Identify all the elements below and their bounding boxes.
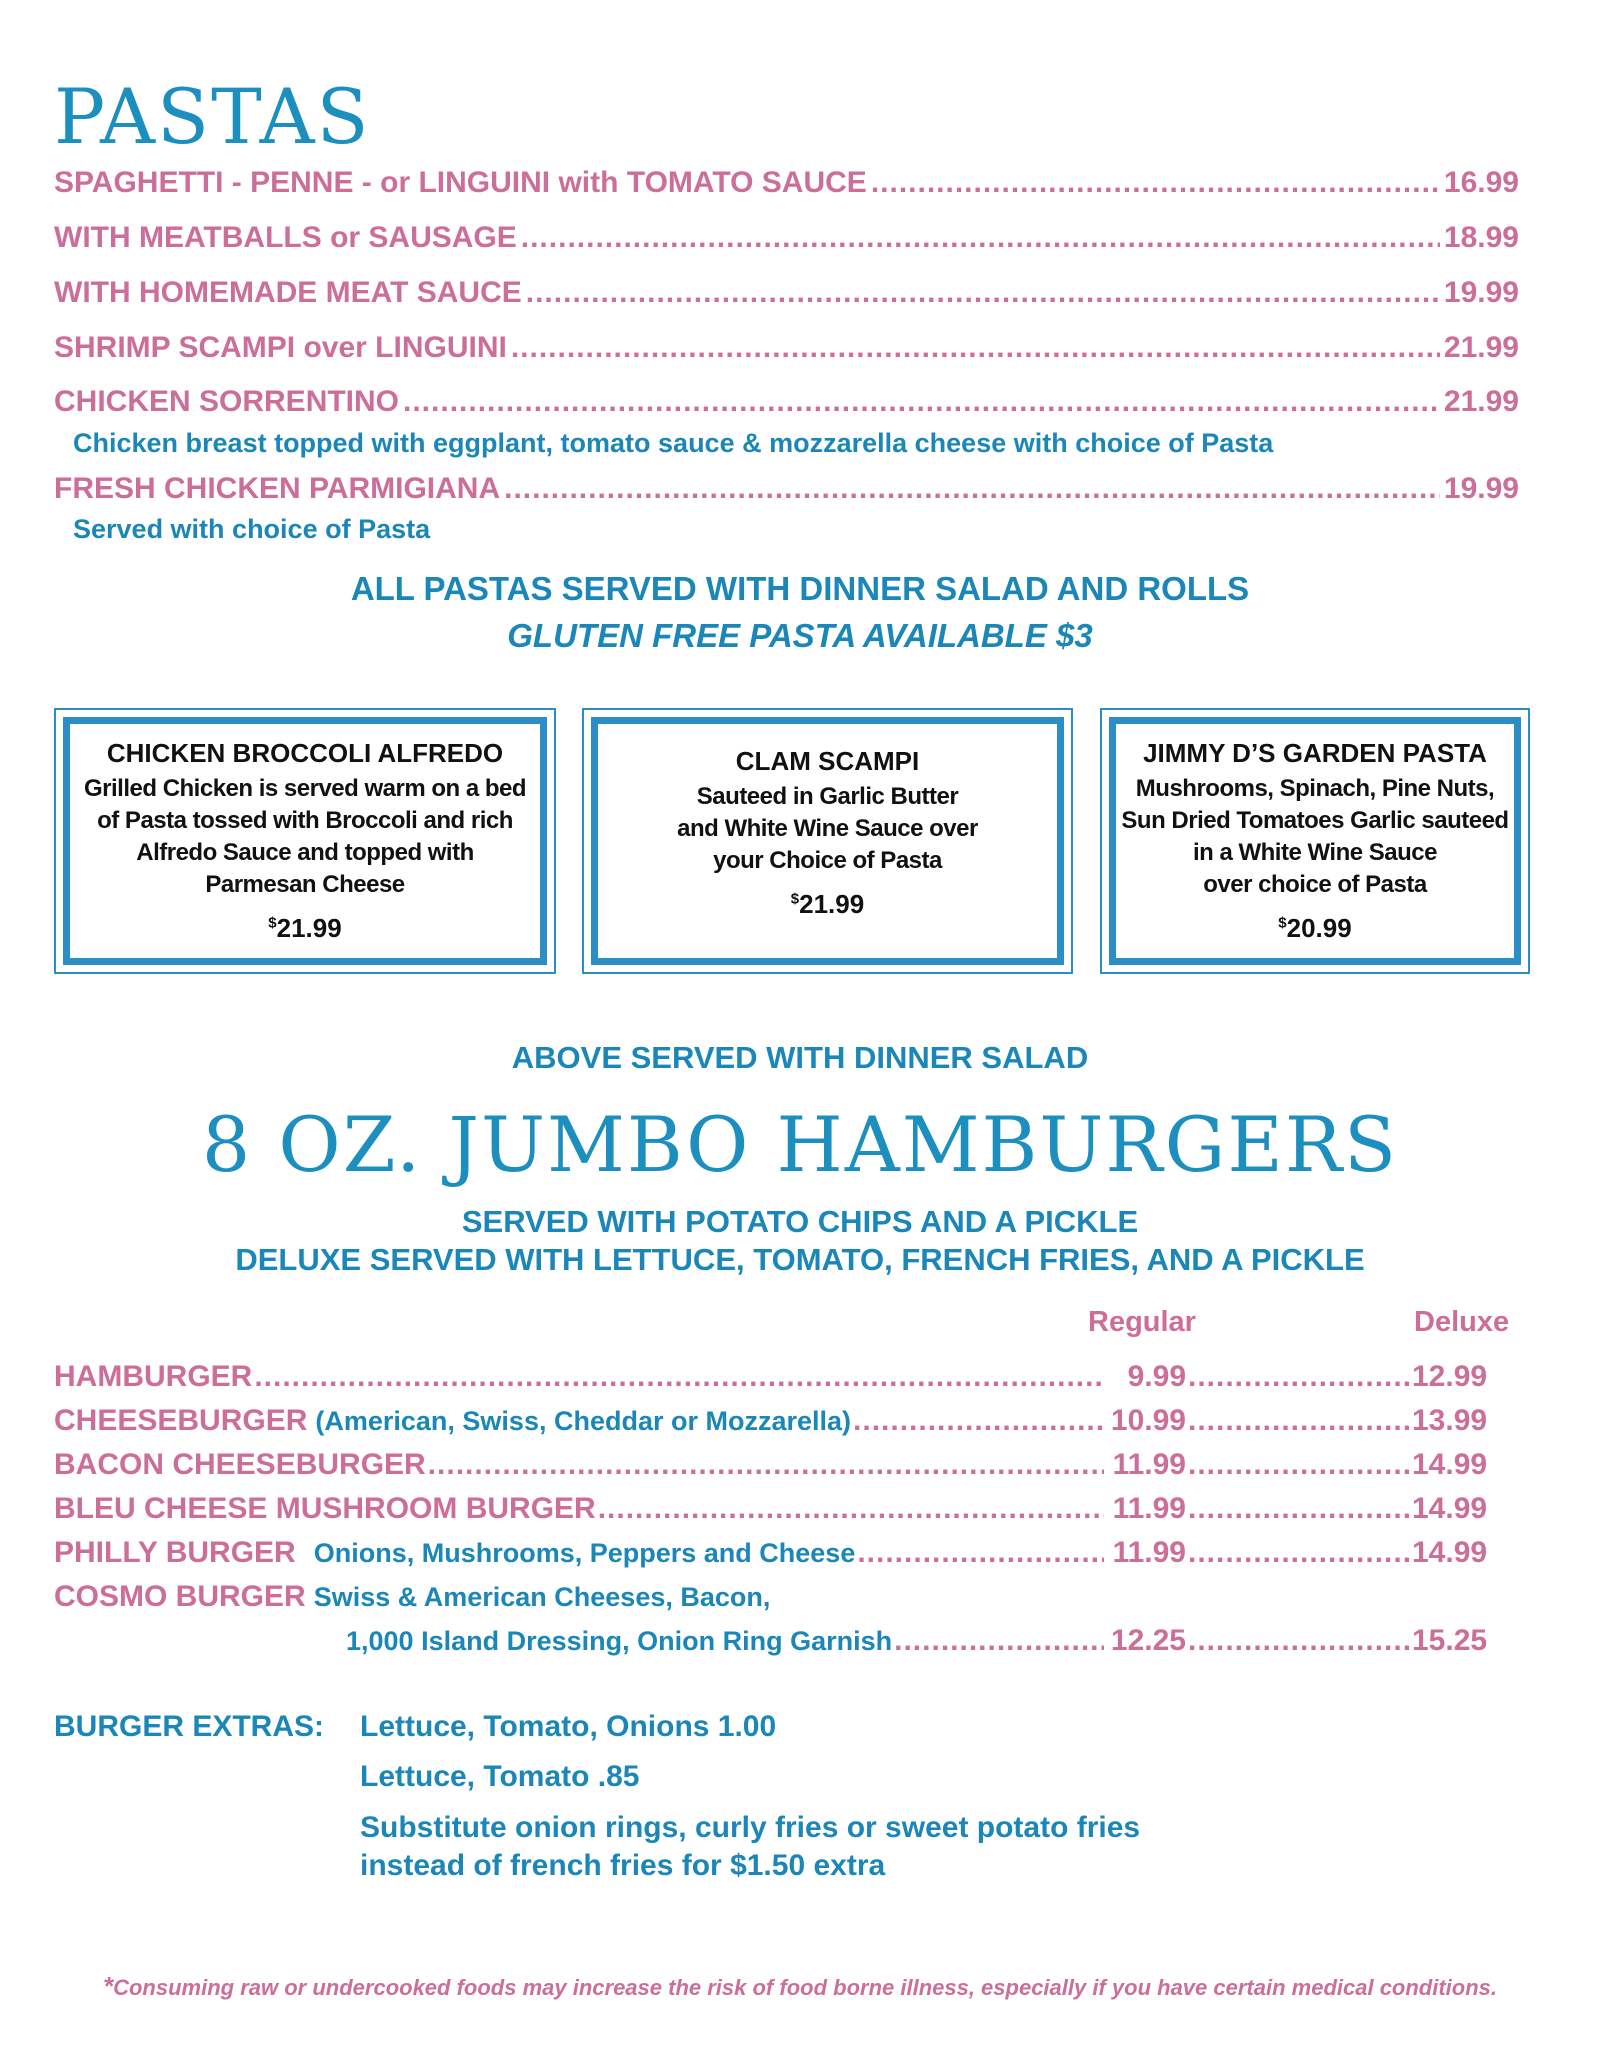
item-name: SHRIMP SCAMPI over LINGUINI	[54, 331, 507, 364]
regular-price: 9.99	[1127, 1360, 1186, 1393]
leader-dots	[504, 472, 1440, 506]
leader-dots	[1188, 1624, 1410, 1658]
regular-price: 10.99	[1110, 1404, 1186, 1437]
menu-item	[54, 276, 1519, 310]
leader-dots	[526, 276, 1440, 310]
burgers-deluxe-subtitle: DELUXE SERVED WITH LETTUCE, TOMATO, FRENCH FRIES, AND A PICKLE	[235, 1242, 1365, 1277]
leader-dots	[428, 1448, 1104, 1482]
item-name: FRESH CHICKEN PARMIGIANA	[54, 472, 501, 505]
leader-dots	[403, 385, 1440, 419]
burger-item-continued	[346, 1624, 1494, 1658]
leader-dots	[598, 1492, 1104, 1526]
special-desc: Grilled Chicken is served warm on a bed of Pasta tossed with Broccoli and rich Alfredo Sauce and topped with Parmesan Cheese	[84, 775, 526, 898]
item-name: CHEESEBURGER	[54, 1404, 308, 1437]
burger-item	[54, 1448, 1494, 1482]
special-title: CHICKEN BROCCOLI ALFREDO	[106, 738, 504, 768]
leader-dots	[1188, 1492, 1410, 1526]
extras-line: Lettuce, Tomato, Onions 1.00	[360, 1710, 777, 1743]
special-price: $20.99	[1278, 913, 1352, 943]
item-name: BACON CHEESEBURGER	[54, 1448, 426, 1481]
special-box	[1100, 708, 1530, 974]
item-name: COSMO BURGER	[54, 1580, 306, 1613]
deluxe-price: 14.99	[1412, 1492, 1488, 1525]
pastas-title: PASTAS	[54, 72, 371, 161]
special-desc: Sauteed in Garlic Butter and White Wine Sauce over your Choice of Pasta	[677, 783, 978, 874]
leader-dots	[853, 1404, 1104, 1438]
item-subtext: Swiss & American Cheeses, Bacon,	[313, 1582, 771, 1612]
menu-item	[54, 385, 1519, 419]
extras-label: BURGER EXTRAS:	[54, 1710, 325, 1743]
leader-dots	[521, 221, 1440, 255]
special-box-inner	[63, 717, 547, 965]
asterisk: *	[102, 1971, 114, 2001]
item-price: 18.99	[1443, 221, 1519, 254]
regular-price: 11.99	[1112, 1536, 1186, 1569]
item-subtext: Onions, Mushrooms, Peppers and Cheese	[313, 1538, 856, 1568]
burger-item	[54, 1536, 1494, 1570]
leader-dots	[894, 1624, 1104, 1658]
burger-item	[54, 1580, 1494, 1614]
special-box-inner	[1109, 717, 1521, 965]
leader-dots	[1188, 1448, 1410, 1482]
item-price: 16.99	[1443, 166, 1519, 199]
special-price: $21.99	[790, 889, 865, 919]
extras-line: Lettuce, Tomato .85	[360, 1760, 640, 1793]
regular-price: 11.99	[1112, 1448, 1186, 1481]
item-name: HAMBURGER	[54, 1360, 253, 1393]
leader-dots	[1188, 1404, 1410, 1438]
item-price: 21.99	[1443, 331, 1519, 364]
item-name: PHILLY BURGER	[54, 1536, 296, 1569]
item-name: WITH MEATBALLS or SAUSAGE	[54, 221, 517, 254]
deluxe-price: 13.99	[1412, 1404, 1488, 1437]
item-name: WITH HOMEMADE MEAT SAUCE	[54, 276, 522, 309]
special-desc: Mushrooms, Spinach, Pine Nuts, Sun Dried Tomatoes Garlic sauteed in a White Wine Sauce over choice of Pasta	[1121, 775, 1509, 898]
special-price: $21.99	[268, 913, 342, 943]
item-price: 19.99	[1443, 276, 1519, 309]
disclaimer-text: Consuming raw or undercooked foods may increase the risk of food borne illness, especially if you have certain medical conditions.	[113, 1975, 1498, 2000]
item-subtext: 1,000 Island Dressing, Onion Ring Garnish	[346, 1626, 893, 1656]
deluxe-price: 14.99	[1412, 1536, 1488, 1569]
item-name: SPAGHETTI - PENNE - or LINGUINI with TOMATO SAUCE	[54, 166, 867, 199]
special-box	[54, 708, 556, 974]
item-description: Chicken breast topped with eggplant, tomato sauce & mozzarella cheese with choice of Pasta	[73, 428, 1274, 458]
column-header-deluxe: Deluxe	[1414, 1306, 1510, 1338]
burger-item	[54, 1404, 1494, 1438]
item-name: BLEU CHEESE MUSHROOM BURGER	[54, 1492, 596, 1525]
leader-dots	[857, 1536, 1104, 1570]
burgers-title: 8 OZ. JUMBO HAMBURGERS	[201, 1100, 1399, 1189]
extras-line: Substitute onion rings, curly fries or sweet potato fries	[360, 1811, 1141, 1844]
burger-item	[54, 1492, 1494, 1526]
special-box	[582, 708, 1073, 974]
menu-item	[54, 166, 1519, 200]
burgers-subtitle: SERVED WITH POTATO CHIPS AND A PICKLE	[461, 1204, 1139, 1239]
leader-dots	[1188, 1536, 1410, 1570]
menu-item	[54, 221, 1519, 255]
pastas-note: ALL PASTAS SERVED WITH DINNER SALAD AND ROLLS	[350, 570, 1250, 607]
specials-note: ABOVE SERVED WITH DINNER SALAD	[511, 1040, 1089, 1075]
item-price: 19.99	[1443, 472, 1519, 505]
gluten-free-note: GLUTEN FREE PASTA AVAILABLE $3	[507, 617, 1093, 654]
menu-item	[54, 472, 1519, 506]
leader-dots	[254, 1360, 1104, 1394]
leader-dots	[1188, 1360, 1410, 1394]
leader-dots	[871, 166, 1440, 200]
disclaimer	[0, 1971, 1600, 2002]
deluxe-price: 12.99	[1412, 1360, 1488, 1393]
special-title: CLAM SCAMPI	[735, 746, 920, 776]
deluxe-price: 15.25	[1412, 1624, 1488, 1657]
special-title: JIMMY D’S GARDEN PASTA	[1143, 738, 1487, 768]
regular-price: 11.99	[1112, 1492, 1186, 1525]
extras-line: instead of french fries for $1.50 extra	[360, 1849, 886, 1882]
item-price: 21.99	[1443, 385, 1519, 418]
regular-price: 12.25	[1110, 1624, 1186, 1657]
menu-item	[54, 331, 1519, 365]
column-header-regular: Regular	[1088, 1306, 1196, 1338]
special-box-inner	[591, 717, 1064, 965]
burger-item	[54, 1360, 1494, 1394]
leader-dots	[511, 331, 1440, 365]
item-name: CHICKEN SORRENTINO	[54, 385, 400, 418]
item-subtext: (American, Swiss, Cheddar or Mozzarella)	[315, 1406, 852, 1436]
deluxe-price: 14.99	[1412, 1448, 1488, 1481]
item-description: Served with choice of Pasta	[73, 514, 431, 544]
